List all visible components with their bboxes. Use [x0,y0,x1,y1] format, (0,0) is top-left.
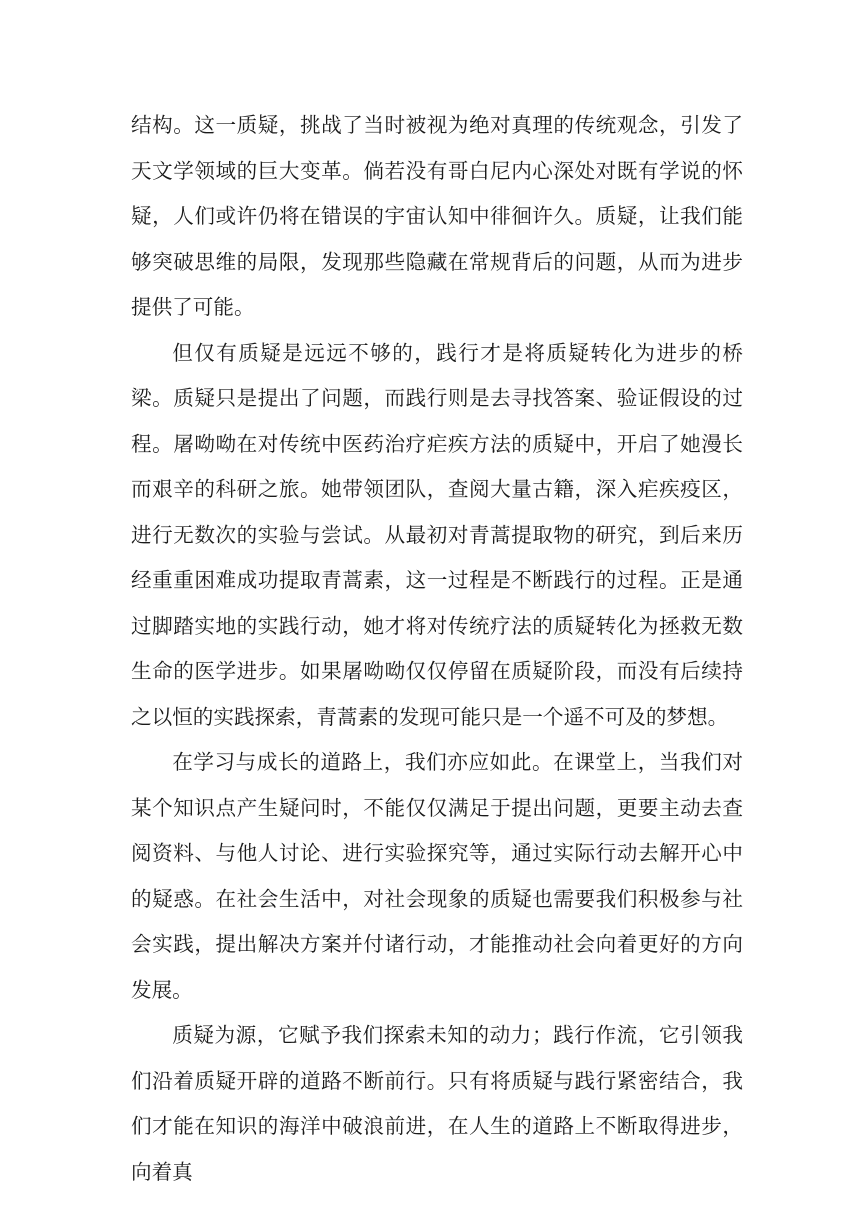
paragraph-3: 在学习与成长的道路上，我们亦应如此。在课堂上，当我们对某个知识点产生疑问时，不能仅仅满足于提出问题，更要主动去查阅资料、与他人讨论、进行实验探究等，通过实际行动去解开心中的疑惑。在社会生活中，对社会现象的质疑也需要我们积极参与社会实践，提出解决方案并付诸行动，才能推动社会向着更好的方向发展。 [131,750,743,1002]
paragraph-1: 结构。这一质疑，挑战了当时被视为绝对真理的传统观念，引发了天文学领域的巨大变革。倘若没有哥白尼内心深处对既有学说的怀疑，人们或许仍将在错误的宇宙认知中徘徊许久。质疑，让我们能够突破思维的局限，发现那些隐藏在常规背后的问题，从而为进步提供了可能。 [131,113,743,319]
paragraph-2: 但仅有质疑是远远不够的，践行才是将质疑转化为进步的桥梁。质疑只是提出了问题，而践行则是去寻找答案、验证假设的过程。屠呦呦在对传统中医药治疗疟疾方法的质疑中，开启了她漫长而艰辛的科研之旅。她带领团队，查阅大量古籍，深入疟疾疫区，进行无数次的实验与尝试。从最初对青蒿提取物的研究，到后来历经重重困难成功提取青蒿素，这一过程是不断践行的过程。正是通过脚踏实地的实践行动，她才将对传统疗法的质疑转化为拯救无数生命的医学进步。如果屠呦呦仅仅停留在质疑阶段，而没有后续持之以恒的实践探索，青蒿素的发现可能只是一个遥不可及的梦想。 [131,340,743,729]
document-body [131,103,743,1195]
paragraph-4: 质疑为源，它赋予我们探索未知的动力；践行作流，它引领我们沿着质疑开辟的道路不断前行。只有将质疑与践行紧密结合，我们才能在知识的海洋中破浪前进，在人生的道路上不断取得进步，向着真 [131,1023,743,1184]
